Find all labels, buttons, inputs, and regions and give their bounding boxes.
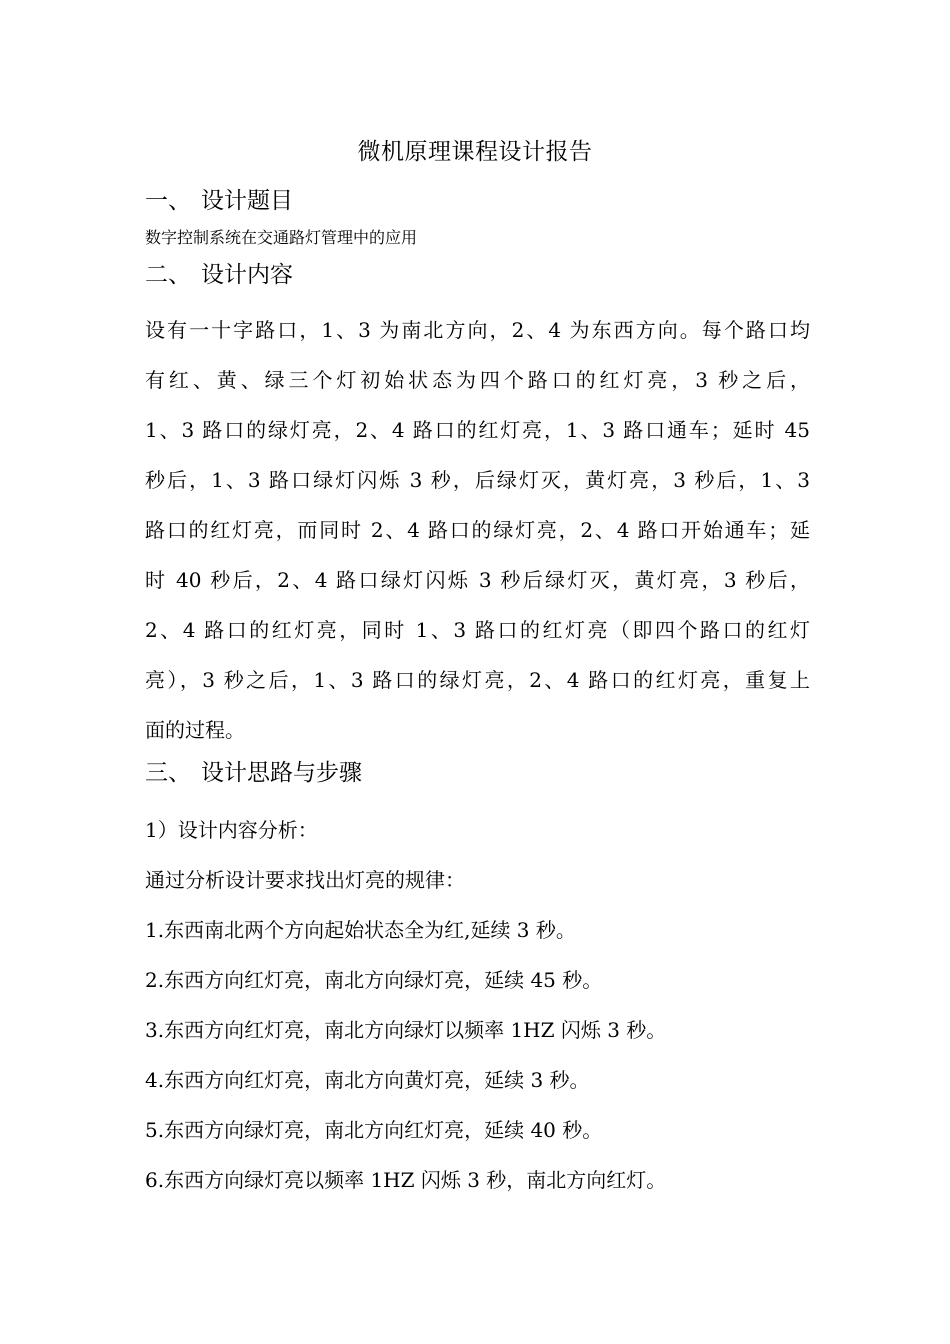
paragraph-line: 面的过程。 xyxy=(145,718,245,742)
step-line: 5.东西方向绿灯亮，南北方向红灯亮，延续 40 秒。 xyxy=(145,1118,603,1142)
paragraph-line: 路口的红灯亮，而同时 2、4 路口的绿灯亮，2、4 路口开始通车；延 xyxy=(145,518,810,542)
section-number: 一、 xyxy=(145,188,191,214)
content-paragraph xyxy=(145,305,810,755)
step-line: 通过分析设计要求找出灯亮的规律： xyxy=(145,868,465,892)
section-title: 设计思路与步骤 xyxy=(201,760,362,786)
document-title: 微机原理课程设计报告 xyxy=(357,139,593,165)
paragraph-line: 时 40 秒后，2、4 路口绿灯闪烁 3 秒后绿灯灭，黄灯亮，3 秒后， xyxy=(145,568,810,592)
step-line: 2.东西方向红灯亮，南北方向绿灯亮，延续 45 秒。 xyxy=(145,968,603,992)
section-title: 设计题目 xyxy=(201,188,293,214)
section-heading-steps xyxy=(145,756,362,790)
section-title: 设计内容 xyxy=(201,262,293,288)
section-number: 三、 xyxy=(145,760,191,786)
step-line: 6.东西方向绿灯亮以频率 1HZ 闪烁 3 秒，南北方向红灯。 xyxy=(145,1168,667,1192)
step-line: 4.东西方向红灯亮，南北方向黄灯亮，延续 3 秒。 xyxy=(145,1068,590,1092)
section-number: 二、 xyxy=(145,262,191,288)
topic-text: 数字控制系统在交通路灯管理中的应用 xyxy=(145,228,418,247)
paragraph-line: 有红、黄、绿三个灯初始状态为四个路口的红灯亮，3 秒之后， xyxy=(145,368,810,392)
step-line: 1）设计内容分析： xyxy=(145,818,318,842)
step-line: 3.东西方向红灯亮，南北方向绿灯以频率 1HZ 闪烁 3 秒。 xyxy=(145,1018,667,1042)
paragraph-line: 亮），3 秒之后，1、3 路口的绿灯亮，2、4 路口的红灯亮，重复上 xyxy=(145,668,810,692)
section-heading-topic xyxy=(145,184,293,218)
paragraph-line: 2、4 路口的红灯亮，同时 1、3 路口的红灯亮（即四个路口的红灯 xyxy=(145,618,810,642)
paragraph-line: 1、3 路口的绿灯亮，2、4 路口的红灯亮，1、3 路口通车；延时 45 xyxy=(145,418,810,442)
steps-list xyxy=(145,805,810,1205)
paragraph-line: 秒后，1、3 路口绿灯闪烁 3 秒，后绿灯灭，黄灯亮，3 秒后，1、3 xyxy=(145,468,810,492)
paragraph-line: 设有一十字路口，1、3 为南北方向，2、4 为东西方向。每个路口均 xyxy=(145,318,810,342)
step-line: 1.东西南北两个方向起始状态全为红,延续 3 秒。 xyxy=(145,918,576,942)
section-heading-content xyxy=(145,258,293,292)
